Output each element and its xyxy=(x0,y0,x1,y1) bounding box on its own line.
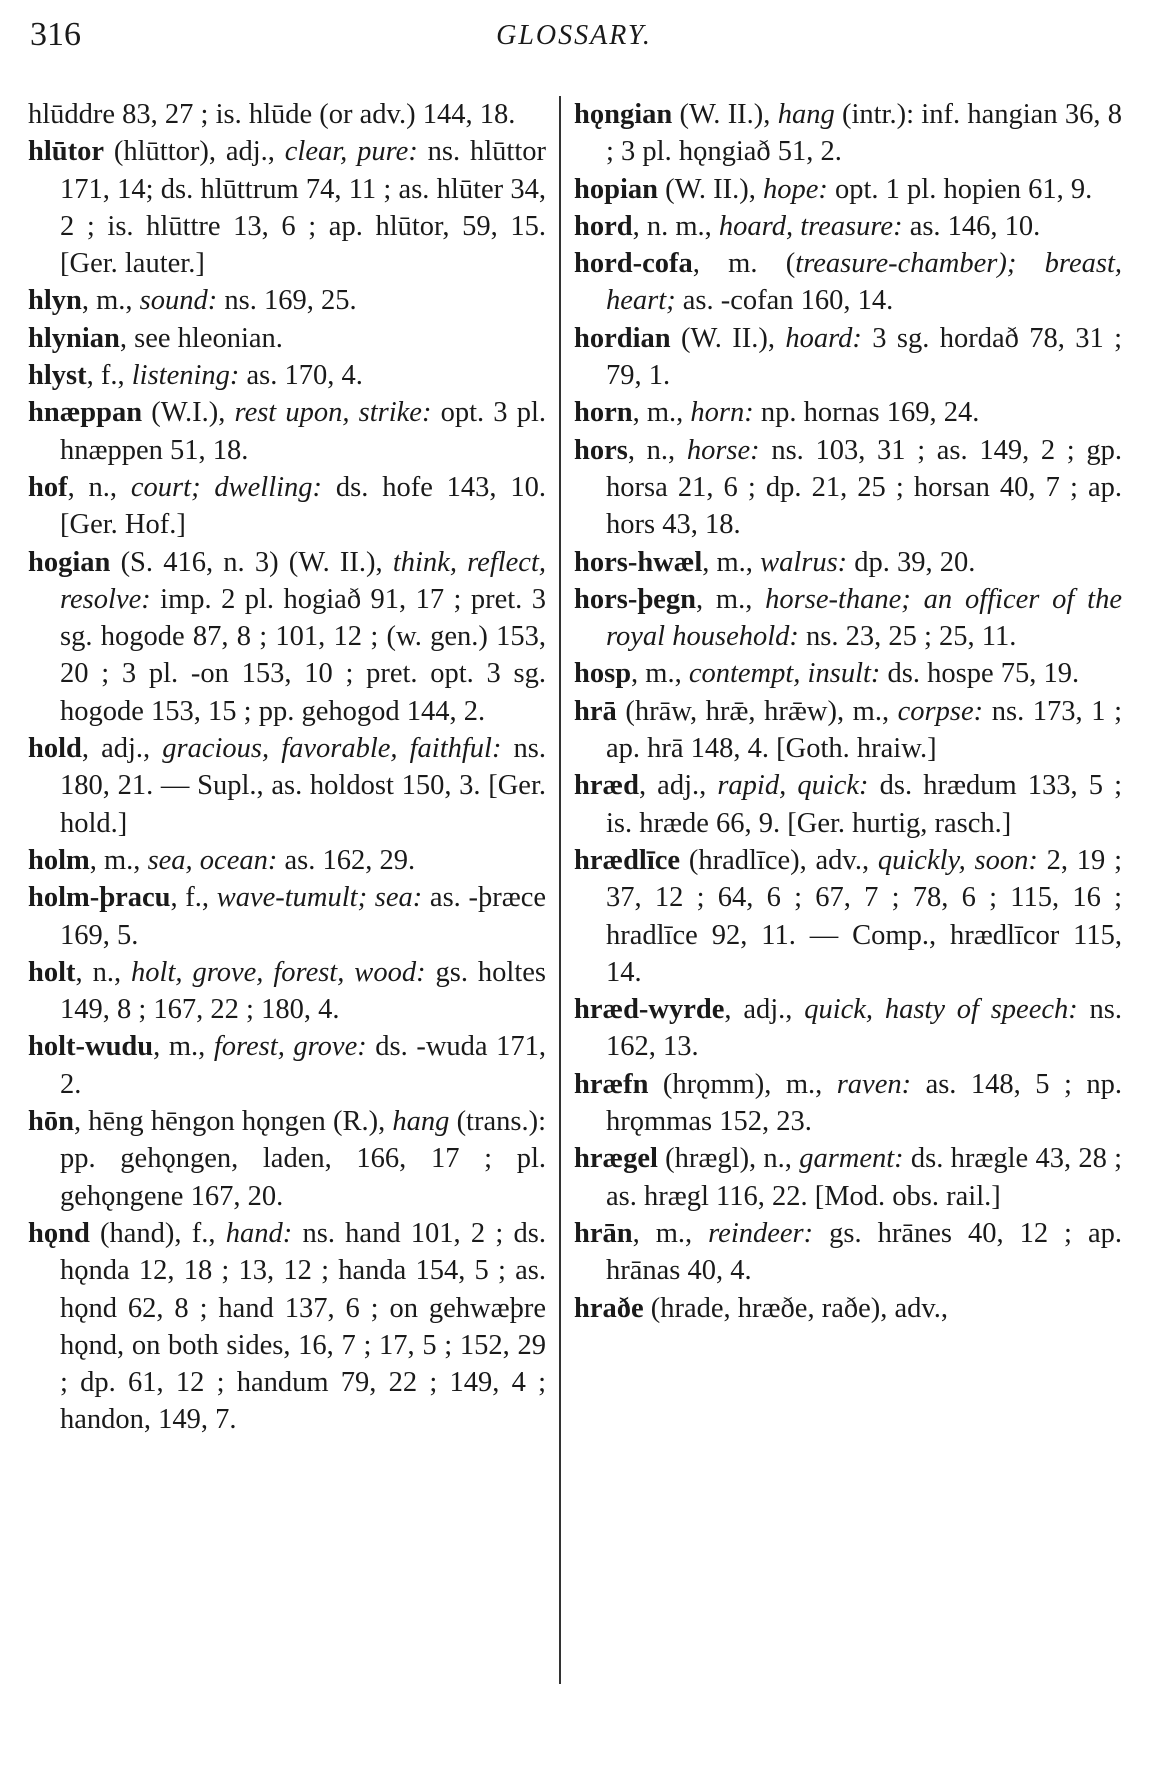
glossary-entry xyxy=(574,432,1122,544)
entry-citations: as. 162, 29. xyxy=(277,844,416,876)
entry-citations: gs. hrānes 40, 12 ; ap. hrānas 40, 4. xyxy=(606,1217,1122,1287)
glossary-entry xyxy=(574,1140,1122,1215)
glossary-entry xyxy=(28,357,546,394)
entry-citations: dp. 39, 20. xyxy=(847,546,976,578)
entry-citations: ds. hrægle 43, 28 ; as. hrægl 116, 22. [Mod. obs. rail.] xyxy=(606,1143,1122,1212)
glossary-entry xyxy=(28,842,546,879)
entry-citations: ns. hand 101, 2 ; ds. hǫnda 12, 18 ; 13, 12 ; handa 154, 5 ; as. hǫnd 62, 8 ; hand 137, 6 ; on gehwæþre hǫnd, on both sides, 16, 7 ; 17, 5 ; 152, 29 ; dp. 61, 12 ; handum 79, 22 ; 149, 4 ; handon, 149, 7. xyxy=(60,1217,547,1436)
entry-grammar: , m., xyxy=(81,285,140,317)
entry-citations: (intr.): inf. hangian 36, 8 ; 3 pl. hǫngiað 51, 2. xyxy=(606,99,1123,168)
entry-grammar: , m., xyxy=(631,658,689,690)
entry-grammar: , m. ( xyxy=(692,248,796,280)
entry-headword: hǫngian xyxy=(574,99,673,130)
entry-headword: hogian xyxy=(28,546,111,578)
entry-definition: rest upon, strike: xyxy=(234,397,432,429)
entry-grammar: , see xyxy=(119,322,178,354)
glossary-entry xyxy=(28,133,546,282)
entry-grammar: (W. II.), xyxy=(672,99,778,130)
glossary-entry xyxy=(574,581,1122,656)
glossary-entry xyxy=(574,544,1122,581)
glossary-entry xyxy=(574,767,1122,842)
entry-grammar: (S. 416, n. 3) (W. II.), xyxy=(110,546,393,578)
entry-grammar: , m., xyxy=(632,397,691,429)
entry-definition: hoard: xyxy=(785,322,862,354)
page-header xyxy=(30,16,1118,64)
entry-headword: hord-cofa xyxy=(574,248,693,280)
entry-headword: hors-þegn xyxy=(574,583,696,615)
entry-grammar: (hrade, hræðe, raðe), adv., xyxy=(643,1292,949,1324)
entry-definition: treasure-chamber); breast, heart; xyxy=(606,248,1122,317)
entry-headword: hraðe xyxy=(574,1292,644,1324)
entry-citations: hlūddre 83, 27 ; is. hlūde (or adv.) 144, 18. xyxy=(28,99,516,130)
entry-headword: hōn xyxy=(28,1106,74,1138)
glossary-entry xyxy=(574,96,1122,171)
entry-definition: quick, hasty of speech: xyxy=(804,994,1078,1026)
glossary-entry xyxy=(28,320,546,357)
entry-headword: hlyst xyxy=(28,360,87,392)
glossary-entry xyxy=(28,96,546,133)
glossary-entry xyxy=(574,208,1122,245)
entry-grammar: , f., xyxy=(86,360,132,392)
entry-grammar: (hrǫmm), m., xyxy=(648,1068,837,1100)
page-number: 316 xyxy=(30,16,81,53)
entry-citations: ns. 162, 13. xyxy=(606,994,1123,1063)
entry-grammar: (W.I.), xyxy=(142,397,235,429)
entry-citations: 2, 19 ; 37, 12 ; 64, 6 ; 67, 7 ; 78, 6 ; 115, 16 ; hradlīce 92, 11. — Comp., hrædlīcor 115, 14. xyxy=(606,844,1123,988)
right-column xyxy=(574,96,1122,1327)
entry-definition: raven: xyxy=(836,1068,912,1100)
entry-definition: corpse: xyxy=(897,695,984,727)
entry-definition: contempt, insult: xyxy=(688,658,881,690)
left-column xyxy=(28,96,546,1439)
entry-definition: holt, grove, forest, wood: xyxy=(131,956,426,988)
glossary-entry xyxy=(28,282,546,319)
entry-citations: ds. -wuda 171, 2. xyxy=(60,1031,546,1100)
glossary-entry xyxy=(28,469,546,544)
entry-citations: opt. 3 pl. hnæppen 51, 18. xyxy=(60,397,546,466)
glossary-entry xyxy=(574,655,1122,692)
entry-grammar: , m., xyxy=(89,844,148,876)
entry-headword: hrān xyxy=(574,1217,633,1249)
entry-headword: hnæppan xyxy=(28,397,143,429)
entry-citations: gs. holtes 149, 8 ; 167, 22 ; 180, 4. xyxy=(60,956,547,1026)
entry-citations: as. -þræce 169, 5. xyxy=(60,882,546,951)
entry-headword: hlūtor xyxy=(28,136,105,168)
entry-definition: quickly, soon: xyxy=(877,844,1038,876)
entry-definition: rapid, quick: xyxy=(717,770,869,802)
entry-grammar: , n. m., xyxy=(632,210,719,242)
glossary-entry xyxy=(28,1103,546,1215)
running-title: GLOSSARY. xyxy=(496,20,652,51)
entry-grammar: , m., xyxy=(632,1217,709,1249)
entry-citations: as. 148, 5 ; np. hrǫmmas 152, 23. xyxy=(606,1068,1122,1138)
entry-citations: as. 146, 10. xyxy=(902,210,1041,242)
entry-headword: hold xyxy=(28,733,82,765)
entry-citations: ns. 23, 25 ; 25, 11. xyxy=(798,621,1017,653)
entry-headword: hræd xyxy=(574,770,639,802)
entry-headword: hlynian xyxy=(28,322,120,354)
entry-citations: 3 sg. hordað 78, 31 ; 79, 1. xyxy=(606,322,1122,392)
entry-citations: as. 170, 4. xyxy=(239,360,363,392)
entry-headword: hrædlīce xyxy=(574,844,681,876)
entry-definition: forest, grove: xyxy=(213,1031,367,1063)
entry-citations: ds. hofe 143, 10. [Ger. Hof.] xyxy=(60,471,547,541)
entry-citations: (trans.): pp. gehǫngen, laden, 166, 17 ; pl. gehǫngene 167, 20. xyxy=(60,1106,546,1212)
entry-grammar: , m., xyxy=(702,546,761,578)
entry-definition: reindeer: xyxy=(708,1217,814,1249)
entry-grammar: (hrægl), n., xyxy=(657,1143,800,1175)
entry-grammar: , n., xyxy=(75,956,132,988)
entry-grammar: , m., xyxy=(153,1031,214,1063)
glossary-entry xyxy=(28,1028,546,1103)
entry-definition: hang xyxy=(777,99,835,130)
entry-headword: holm xyxy=(28,844,90,876)
glossary-entry xyxy=(574,394,1122,431)
entry-definition: hang xyxy=(392,1106,450,1138)
entry-citations: ns. 180, 21. — Supl., as. holdost 150, 3. [Ger. hold.] xyxy=(60,733,546,839)
entry-headword: hordian xyxy=(574,322,671,354)
glossary-entry xyxy=(28,394,546,469)
entry-grammar: (hrāw, hrǣ, hrǣw), m., xyxy=(616,695,898,727)
entry-citations: ns. 173, 1 ; ap. hrā 148, 4. [Goth. hraiw.] xyxy=(606,695,1122,765)
entry-headword: hræd-wyrde xyxy=(574,994,725,1026)
entry-definition: clear, pure: xyxy=(284,136,418,168)
entry-grammar: , m., xyxy=(695,583,766,615)
entry-citations: ns. 169, 25. xyxy=(217,285,357,317)
glossary-entry xyxy=(28,730,546,842)
entry-headword: hræfn xyxy=(574,1068,649,1100)
entry-citations: hleonian. xyxy=(177,322,283,354)
entry-grammar: (hlūttor), adj., xyxy=(104,136,285,168)
entry-grammar: , adj., xyxy=(81,733,163,765)
entry-headword: hopian xyxy=(574,173,658,205)
entry-grammar: (hand), f., xyxy=(89,1217,226,1249)
glossary-entry xyxy=(574,991,1122,1066)
entry-headword: horn xyxy=(574,397,633,429)
entry-headword: hof xyxy=(28,471,68,503)
entry-citations: ns. hlūttor 171, 14; ds. hlūttrum 74, 11 ; as. hlūter 34, 2 ; is. hlūttre 13, 6 ; ap. hlūtor, 59, 15. [Ger. lauter.] xyxy=(60,136,547,280)
glossary-entry xyxy=(574,320,1122,395)
glossary-entry xyxy=(574,245,1122,320)
entry-citations: ds. hrædum 133, 5 ; is. hræde 66, 9. [Ger. hurtig, rasch.] xyxy=(606,770,1122,839)
entry-grammar: (hradlīce), adv., xyxy=(680,844,878,876)
entry-grammar: , adj., xyxy=(724,994,805,1026)
entry-headword: holm-þracu xyxy=(28,882,171,914)
entry-definition: sea, ocean: xyxy=(147,844,278,876)
entry-definition: wave-tumult; sea: xyxy=(216,882,423,914)
entry-grammar: , f., xyxy=(170,882,217,914)
entry-headword: hlyn xyxy=(28,285,82,317)
entry-headword: hors xyxy=(574,434,628,466)
entry-citations: opt. 1 pl. hopien 61, 9. xyxy=(827,173,1093,205)
entry-headword: hors-hwæl xyxy=(574,546,703,578)
entry-definition: hand: xyxy=(225,1217,293,1249)
entry-definition: garment: xyxy=(799,1143,904,1175)
entry-headword: hord xyxy=(574,210,633,242)
glossary-entry xyxy=(28,544,546,730)
entry-definition: think, reflect, resolve: xyxy=(60,546,546,615)
entry-definition: hoard, treasure: xyxy=(718,210,903,242)
entry-headword: hrā xyxy=(574,695,617,727)
entry-definition: horse: xyxy=(686,434,760,466)
glossary-entry xyxy=(28,954,546,1029)
entry-definition: court; dwelling: xyxy=(130,471,323,503)
entry-definition: walrus: xyxy=(760,546,848,578)
entry-citations: np. hornas 169, 24. xyxy=(753,397,980,429)
glossary-entry xyxy=(574,693,1122,768)
glossary-entry xyxy=(574,1066,1122,1141)
entry-definition: horse-thane; an officer of the royal household: xyxy=(606,583,1123,653)
column-divider xyxy=(559,96,561,1684)
entry-definition: hope: xyxy=(762,173,828,205)
glossary-entry xyxy=(574,171,1122,208)
entry-definition: sound: xyxy=(139,285,218,317)
glossary-entry xyxy=(28,1215,546,1439)
entry-citations: ds. hospe 75, 19. xyxy=(880,658,1080,690)
entry-headword: hosp xyxy=(574,658,632,690)
entry-headword: holt xyxy=(28,956,76,988)
entry-definition: listening: xyxy=(131,360,240,392)
entry-grammar: , hēng hēngon hǫngen (R.), xyxy=(73,1106,393,1138)
entry-citations: imp. 2 pl. hogiað 91, 17 ; pret. 3 sg. hogode 87, 8 ; 101, 12 ; (w. gen.) 153, 20 ; 3 pl. -on 153, 10 ; pret. opt. 3 sg. hogode 153, 15 ; pp. gehogod 144, 2. xyxy=(60,583,546,727)
entry-definition: gracious, favorable, faithful: xyxy=(162,733,502,765)
entry-citations: ns. 103, 31 ; as. 149, 2 ; gp. horsa 21, 6 ; dp. 21, 25 ; horsan 40, 7 ; ap. hors 43, 18. xyxy=(606,434,1123,541)
glossary-entry xyxy=(574,1290,1122,1327)
entry-grammar: , adj., xyxy=(638,770,718,802)
entry-grammar: (W. II.), xyxy=(670,322,786,354)
entry-headword: holt-wudu xyxy=(28,1031,154,1063)
glossary-entry xyxy=(574,1215,1122,1290)
entry-grammar: , n., xyxy=(627,434,687,466)
entry-grammar: , n., xyxy=(67,471,131,503)
glossary-entry xyxy=(28,879,546,954)
entry-definition: horn: xyxy=(690,397,754,429)
entry-headword: hǫnd xyxy=(28,1217,90,1249)
entry-grammar: (W. II.), xyxy=(657,173,763,205)
glossary-entry xyxy=(574,842,1122,991)
entry-headword: hrægel xyxy=(574,1143,658,1175)
entry-citations: as. -cofan 160, 14. xyxy=(675,285,894,317)
